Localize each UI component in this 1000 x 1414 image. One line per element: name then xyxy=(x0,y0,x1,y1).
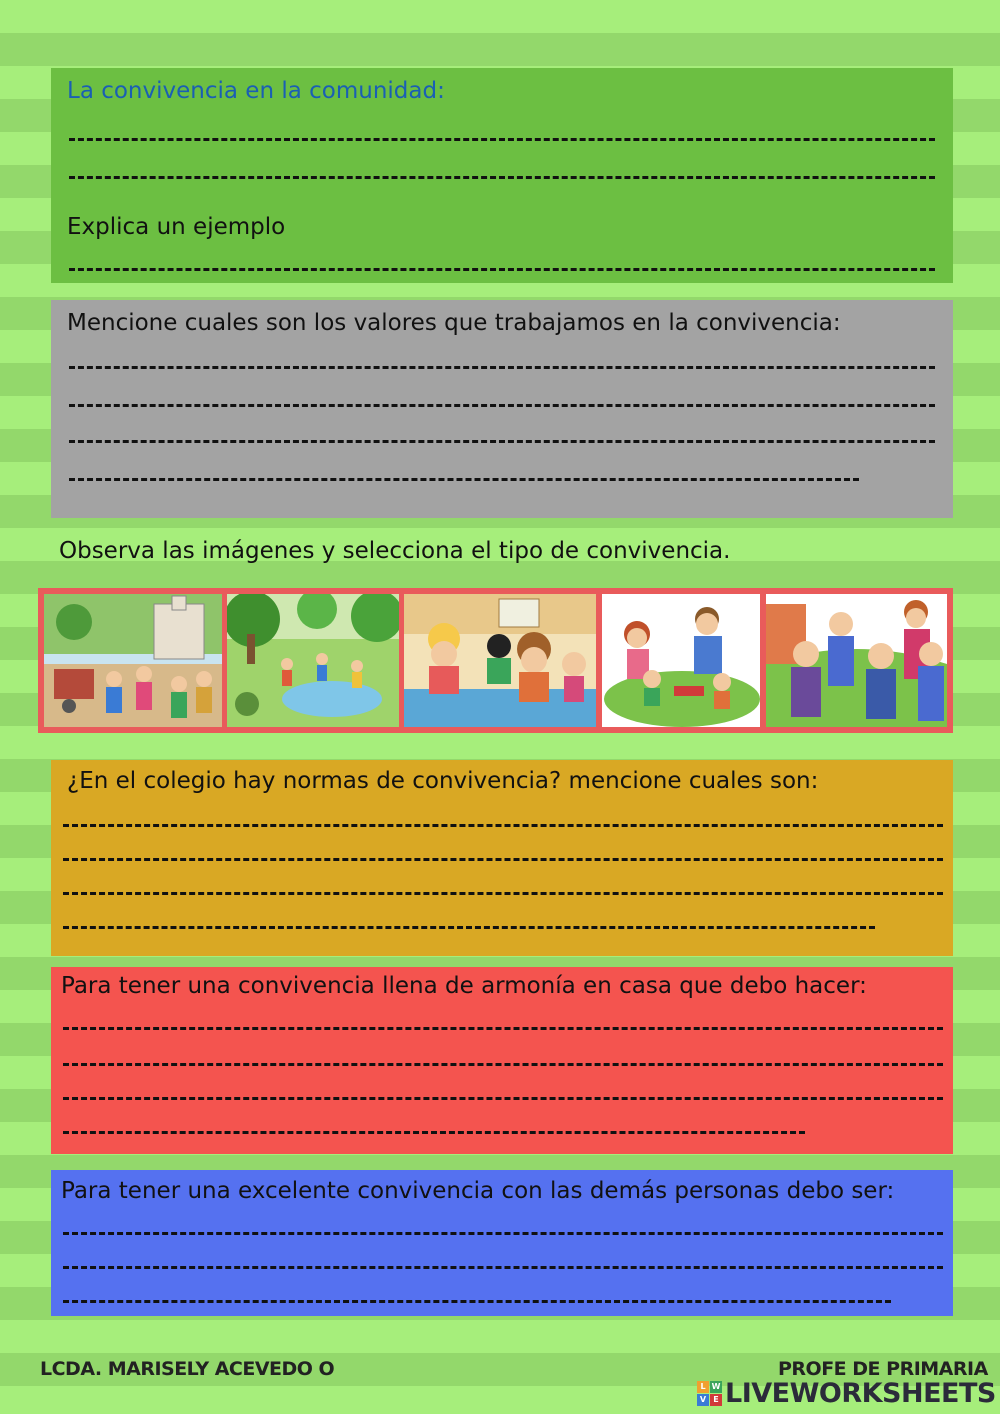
section-values xyxy=(51,300,953,518)
answer-line[interactable] xyxy=(69,176,935,179)
section-home-harmony xyxy=(51,967,953,1154)
image-strip xyxy=(38,588,953,733)
family-picnic-picture[interactable] xyxy=(602,594,760,727)
logo-letter: V xyxy=(697,1394,709,1406)
answer-line[interactable] xyxy=(63,824,943,827)
observe-images-prompt: Observa las imágenes y selecciona el tipo de convivencia. xyxy=(59,538,731,564)
answer-line[interactable] xyxy=(63,1266,943,1269)
logo-letter: E xyxy=(710,1394,722,1406)
logo-letter: L xyxy=(697,1381,709,1393)
brand-name: LIVEWORKSHEETS xyxy=(725,1378,996,1409)
answer-line[interactable] xyxy=(69,440,935,443)
answer-line[interactable] xyxy=(69,366,935,369)
neighbors-talking-picture[interactable] xyxy=(766,594,947,727)
answer-line[interactable] xyxy=(69,478,859,481)
answer-line[interactable] xyxy=(63,1131,805,1134)
brand-logo[interactable] xyxy=(697,1378,996,1409)
answer-line[interactable] xyxy=(69,404,935,407)
answer-line[interactable] xyxy=(63,1232,943,1235)
answer-line[interactable] xyxy=(63,1027,943,1030)
park-nature-picture[interactable] xyxy=(227,594,399,727)
section-others xyxy=(51,1170,953,1316)
community-festival-picture[interactable] xyxy=(44,594,222,727)
author-role: PROFE DE PRIMARIA xyxy=(778,1358,988,1380)
answer-line[interactable] xyxy=(69,268,935,271)
school-classroom-picture[interactable] xyxy=(404,594,596,727)
section-community-title: La convivencia en la comunidad: xyxy=(67,78,445,104)
answer-line[interactable] xyxy=(69,138,935,141)
section-school-rules xyxy=(51,760,953,956)
answer-line[interactable] xyxy=(63,858,943,861)
school-rules-prompt: ¿En el colegio hay normas de convivencia? mencione cuales son: xyxy=(67,768,819,794)
others-prompt: Para tener una excelente convivencia con las demás personas debo ser: xyxy=(61,1178,895,1204)
logo-letter: W xyxy=(711,1382,721,1391)
answer-line[interactable] xyxy=(63,926,875,929)
example-prompt: Explica un ejemplo xyxy=(67,214,286,240)
answer-line[interactable] xyxy=(63,1097,943,1100)
answer-line[interactable] xyxy=(63,892,943,895)
author-name: LCDA. MARISELY ACEVEDO O xyxy=(40,1358,335,1380)
liveworksheets-logo-icon xyxy=(697,1381,722,1406)
answer-line[interactable] xyxy=(63,1300,891,1303)
values-prompt: Mencione cuales son los valores que trabajamos en la convivencia: xyxy=(67,310,841,336)
home-harmony-prompt: Para tener una convivencia llena de armonía en casa que debo hacer: xyxy=(61,973,867,999)
section-community xyxy=(51,68,953,283)
answer-line[interactable] xyxy=(63,1063,943,1066)
